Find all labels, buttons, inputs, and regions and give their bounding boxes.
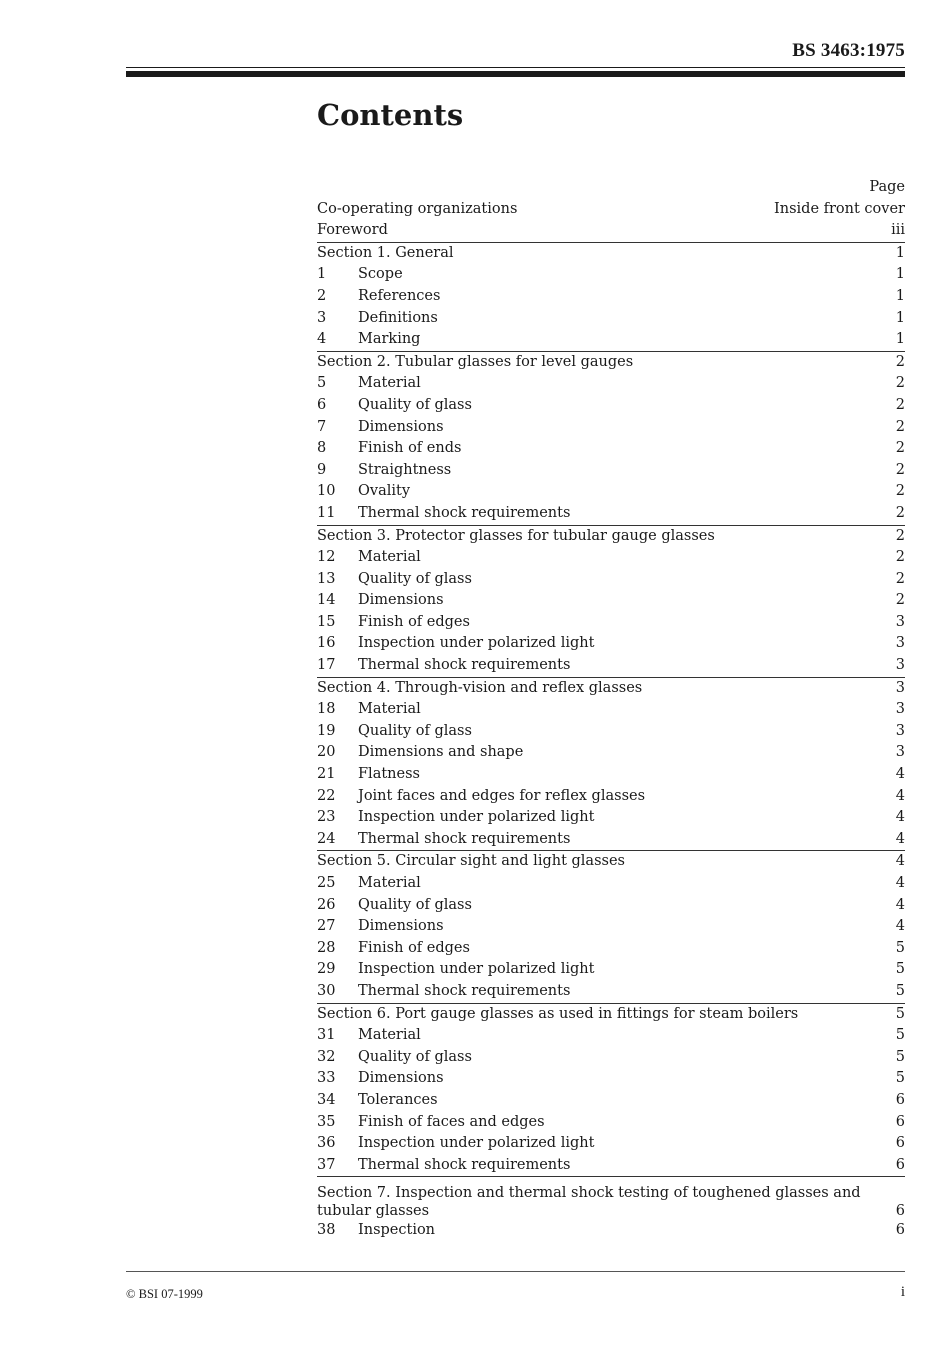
entry-title: Material	[358, 1027, 421, 1044]
clause-number: 29	[317, 961, 336, 978]
entry-title: Finish of edges	[358, 613, 470, 630]
toc-clause-entry	[317, 742, 905, 764]
entry-page-number: 1	[895, 331, 905, 348]
entry-page-number: 2	[895, 527, 905, 544]
entry-page-number: 1	[895, 309, 905, 326]
entry-page-number: 3	[895, 657, 905, 674]
toc-clause-entry	[317, 764, 905, 786]
clause-number: 26	[317, 896, 336, 913]
entry-title: Material	[358, 875, 421, 891]
clause-number: 20	[317, 744, 336, 761]
toc-clause-entry	[317, 1220, 905, 1242]
entry-page-number: 3	[895, 679, 905, 696]
toc-clause-entry	[317, 981, 905, 1003]
entry-title: Inspection under polarized light	[358, 809, 595, 826]
entry-page-number: 2	[895, 375, 905, 392]
entry-page-number: 3	[895, 613, 905, 630]
clause-number: 5	[317, 375, 327, 392]
toc-clause-entry	[317, 807, 905, 829]
entry-title: Thermal shock requirements	[358, 982, 571, 999]
entry-page-number: 1	[895, 287, 905, 304]
clause-number: 25	[317, 875, 336, 891]
clause-number: 6	[317, 396, 327, 413]
clause-number: 32	[317, 1048, 336, 1065]
toc-clause-entry	[317, 959, 905, 981]
entry-page-number: 5	[895, 1070, 905, 1087]
entry-title: Section 1. General	[317, 244, 454, 261]
entry-title: Inspection under polarized light	[358, 1135, 595, 1152]
entry-title: Dimensions	[358, 418, 444, 435]
header-rule-thin	[126, 67, 905, 68]
toc-front-matter-entry	[317, 220, 905, 242]
entry-title: Finish of ends	[358, 440, 462, 457]
toc-clause-entry	[317, 612, 905, 634]
toc-clause-entry	[317, 264, 905, 286]
entry-page-number: Inside front cover	[774, 200, 905, 217]
clause-number: 24	[317, 830, 336, 847]
entry-title: Thermal shock requirements	[358, 657, 571, 674]
entry-page-number: 5	[895, 961, 905, 978]
entry-title: Finish of edges	[358, 939, 470, 956]
clause-number: 36	[317, 1135, 336, 1152]
entry-page-number: 4	[895, 766, 905, 783]
entry-page-number: 6	[895, 1203, 905, 1220]
clause-number: 33	[317, 1070, 336, 1087]
entry-page-number: 3	[895, 635, 905, 652]
toc-clause-entry	[317, 1090, 905, 1112]
clause-number: 38	[317, 1222, 336, 1239]
toc-clause-entry	[317, 373, 905, 395]
entry-title: Quality of glass	[358, 1048, 472, 1065]
entry-title: Dimensions	[358, 592, 444, 609]
entry-page-number: iii	[891, 222, 905, 239]
entry-page-number: 1	[895, 244, 905, 261]
entry-title: References	[358, 287, 441, 304]
toc-section-entry	[317, 242, 905, 265]
entry-page-number: 6	[895, 1156, 905, 1173]
toc-clause-entry	[317, 286, 905, 308]
entry-title: Dimensions and shape	[358, 744, 524, 761]
footer-rule	[126, 1271, 905, 1272]
entry-page-number: 4	[895, 875, 905, 891]
entry-title: Flatness	[358, 766, 420, 783]
clause-number: 10	[317, 483, 336, 500]
toc-clause-entry	[317, 569, 905, 591]
page-column-heading: Page	[869, 179, 905, 195]
toc-section-entry	[317, 351, 905, 374]
entry-page-number: 2	[895, 440, 905, 457]
page-title: Contents	[317, 98, 464, 132]
entry-title: Material	[358, 701, 421, 718]
entry-title: Inspection under polarized light	[358, 635, 595, 652]
copyright-notice: © BSI 07-1999	[126, 1287, 203, 1301]
entry-page-number: 3	[895, 701, 905, 718]
entry-page-number: 5	[895, 1027, 905, 1044]
toc-clause-entry	[317, 503, 905, 525]
clause-number: 2	[317, 287, 327, 304]
toc-clause-entry	[317, 460, 905, 482]
clause-number: 19	[317, 722, 336, 739]
entry-page-number: 6	[895, 1135, 905, 1152]
toc-section-entry	[317, 1176, 905, 1220]
toc-section-entry	[317, 677, 905, 700]
entry-page-number: 3	[895, 722, 905, 739]
entry-title: Scope	[358, 266, 403, 283]
clause-number: 11	[317, 504, 336, 521]
entry-title: Joint faces and edges for reflex glasses	[358, 787, 646, 804]
entry-title: Section 2. Tubular glasses for level gauges	[317, 353, 634, 370]
toc-clause-entry	[317, 547, 905, 569]
clause-number: 4	[317, 331, 327, 348]
clause-number: 30	[317, 982, 336, 999]
entry-title: Dimensions	[358, 918, 444, 935]
toc-clause-entry	[317, 1133, 905, 1155]
clause-number: 21	[317, 766, 336, 783]
entry-page-number: 2	[895, 549, 905, 566]
toc-front-matter-entry	[317, 199, 905, 221]
entry-title: Dimensions	[358, 1070, 444, 1087]
toc-clause-entry	[317, 308, 905, 330]
entry-page-number: 5	[895, 982, 905, 999]
clause-number: 22	[317, 787, 336, 804]
entry-title: Quality of glass	[358, 396, 472, 413]
entry-page-number: 6	[895, 1091, 905, 1108]
entry-page-number: 2	[895, 504, 905, 521]
entry-title: Definitions	[358, 309, 438, 326]
entry-title: Material	[358, 549, 421, 566]
toc-clause-entry	[317, 417, 905, 439]
entry-page-number: 2	[895, 570, 905, 587]
clause-number: 14	[317, 592, 336, 609]
entry-title: Material	[358, 375, 421, 392]
toc-section-entry	[317, 850, 905, 873]
entry-page-number: 6	[895, 1222, 905, 1239]
toc-clause-entry	[317, 395, 905, 417]
entry-title: Foreword	[317, 222, 388, 239]
entry-title: Section 5. Circular sight and light glasses	[317, 853, 625, 870]
page-number: i	[900, 1284, 905, 1300]
clause-number: 37	[317, 1156, 336, 1173]
clause-number: 31	[317, 1027, 336, 1044]
toc-clause-entry	[317, 721, 905, 743]
entry-page-number: 2	[895, 353, 905, 370]
clause-number: 9	[317, 461, 327, 478]
entry-title: Quality of glass	[358, 896, 472, 913]
header-rule-thick	[126, 71, 905, 77]
entry-page-number: 5	[895, 1005, 905, 1022]
clause-number: 1	[317, 266, 327, 283]
document-code: BS 3463:1975	[792, 40, 905, 61]
toc-section-entry	[317, 1003, 905, 1026]
entry-title: Tolerances	[358, 1091, 438, 1108]
toc-clause-entry	[317, 829, 905, 851]
toc-clause-entry	[317, 590, 905, 612]
clause-number: 17	[317, 657, 336, 674]
entry-title: Section 6. Port gauge glasses as used in fittings for steam boilers	[317, 1005, 799, 1022]
clause-number: 23	[317, 809, 336, 826]
clause-number: 15	[317, 613, 336, 630]
entry-title: Quality of glass	[358, 722, 472, 739]
toc-clause-entry	[317, 655, 905, 677]
entry-title: Section 7. Inspection and thermal shock testing of toughened glasses and tubular glasses	[317, 1185, 861, 1220]
clause-number: 35	[317, 1113, 336, 1130]
entry-page-number: 4	[895, 787, 905, 804]
toc-clause-entry	[317, 1112, 905, 1134]
entry-title: Quality of glass	[358, 570, 472, 587]
entry-page-number: 4	[895, 896, 905, 913]
entry-title: Inspection	[358, 1222, 436, 1239]
toc-clause-entry	[317, 1155, 905, 1177]
entry-title: Ovality	[358, 483, 411, 500]
clause-number: 27	[317, 918, 336, 935]
toc-section-entry	[317, 525, 905, 548]
entry-page-number: 2	[895, 396, 905, 413]
clause-number: 34	[317, 1091, 336, 1108]
entry-title: Co-operating organizations	[317, 200, 518, 217]
toc-clause-entry	[317, 873, 905, 895]
entry-page-number: 2	[895, 592, 905, 609]
toc-clause-entry	[317, 1047, 905, 1069]
entry-page-number: 5	[895, 1048, 905, 1065]
entry-title: Thermal shock requirements	[358, 504, 571, 521]
toc-clause-entry	[317, 895, 905, 917]
entry-page-number: 4	[895, 853, 905, 870]
entry-page-number: 4	[895, 918, 905, 935]
table-of-contents	[317, 177, 905, 1242]
toc-clause-entry	[317, 1025, 905, 1047]
toc-clause-entry	[317, 699, 905, 721]
entry-page-number: 2	[895, 418, 905, 435]
toc-clause-entry	[317, 481, 905, 503]
clause-number: 3	[317, 309, 327, 326]
clause-number: 7	[317, 418, 327, 435]
clause-number: 16	[317, 635, 336, 652]
entry-title: Marking	[358, 331, 421, 348]
clause-number: 18	[317, 701, 336, 718]
entry-page-number: 2	[895, 461, 905, 478]
toc-clause-entry	[317, 786, 905, 808]
entry-page-number: 4	[895, 830, 905, 847]
clause-number: 13	[317, 570, 336, 587]
entry-page-number: 2	[895, 483, 905, 500]
toc-clause-entry	[317, 329, 905, 351]
entry-title: Section 3. Protector glasses for tubular gauge glasses	[317, 527, 715, 544]
entry-page-number: 5	[895, 939, 905, 956]
clause-number: 8	[317, 440, 327, 457]
entry-page-number: 3	[895, 744, 905, 761]
entry-title: Section 4. Through-vision and reflex glasses	[317, 679, 643, 696]
entry-title: Straightness	[358, 461, 452, 478]
toc-clause-entry	[317, 1068, 905, 1090]
entry-title: Inspection under polarized light	[358, 961, 595, 978]
entry-title: Thermal shock requirements	[358, 830, 571, 847]
toc-clause-entry	[317, 916, 905, 938]
clause-number: 28	[317, 939, 336, 956]
entry-page-number: 4	[895, 809, 905, 826]
toc-entries	[317, 199, 905, 1242]
entry-page-number: 6	[895, 1113, 905, 1130]
toc-clause-entry	[317, 938, 905, 960]
toc-clause-entry	[317, 438, 905, 460]
entry-page-number: 1	[895, 266, 905, 283]
entry-title: Finish of faces and edges	[358, 1113, 545, 1130]
toc-clause-entry	[317, 633, 905, 655]
entry-title: Thermal shock requirements	[358, 1156, 571, 1173]
clause-number: 12	[317, 549, 336, 566]
